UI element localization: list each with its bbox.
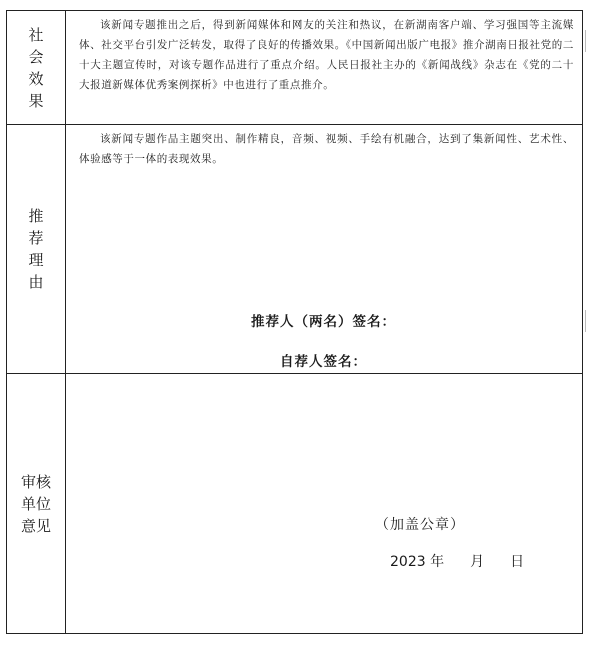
date-line bbox=[390, 551, 524, 571]
row-content-cell[interactable] bbox=[65, 125, 582, 373]
row-review-opinion bbox=[7, 373, 582, 633]
row-recommend-reason bbox=[7, 124, 582, 373]
row-label-cell bbox=[7, 374, 66, 633]
row-social-effect bbox=[7, 11, 582, 124]
recommend-reason-text: 该新闻专题作品主题突出、制作精良，音频、视频、手绘有机融合，达到了集新闻性、艺术性、体验感等于一体的表现效果。 bbox=[79, 133, 574, 165]
date-month: 月 bbox=[470, 554, 485, 570]
row-label-review-opinion: 审核单位意见 bbox=[20, 472, 51, 535]
row-label-cell bbox=[7, 125, 66, 373]
date-day: 日 bbox=[510, 554, 525, 570]
nomination-form-table bbox=[6, 10, 583, 634]
social-effect-text: 该新闻专题推出之后，得到新闻媒体和网友的关注和热议，在新湖南客户端、学习强国等主流媒体、社交平台引发广泛转发，取得了良好的传播效果。《中国新闻出版广电报》推介湖南日报社党的二十大主题宣传时，对该专题作品进行了重点介绍。人民日报社主办的《新闻战线》杂志在《党的二十大报道新媒体优秀案例探析》中也进行了重点推介。 bbox=[79, 19, 574, 91]
recommender-signature-label: 推荐人（两名）签名： bbox=[251, 314, 396, 330]
row-content-cell[interactable] bbox=[65, 374, 582, 633]
row-label-recommend-reason: 推荐理由 bbox=[28, 207, 44, 291]
page-edge-marker bbox=[585, 30, 590, 52]
row-label-social-effect: 社会效果 bbox=[28, 25, 44, 110]
date-year: 2023 年 bbox=[390, 554, 445, 570]
page-edge-marker bbox=[585, 310, 590, 332]
self-recommender-signature-label: 自荐人签名： bbox=[280, 354, 367, 370]
official-seal-note: （加盖公章） bbox=[375, 517, 465, 533]
row-content-cell[interactable] bbox=[65, 11, 582, 124]
row-label-cell bbox=[7, 11, 66, 124]
